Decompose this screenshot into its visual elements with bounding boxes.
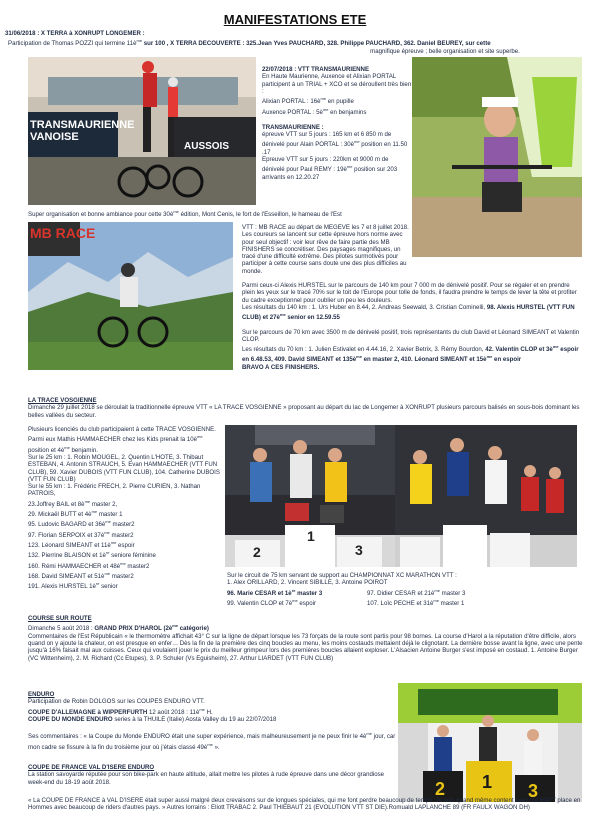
intro-line2b: sur 100 , X TERRA DECOUVERTE : 325.Jean Yves PAUCHARD, 328. Philippe PAUCHARD, 362. Daniel BEUREY, sur cette xyxy=(142,40,491,48)
intro-title: 31/06/2018 : X TERRA à XONRUPT LONGEMER : xyxy=(5,30,145,37)
sup: me xyxy=(552,344,559,350)
mb-race-p2: Parmi ceux-ci Alexis HURSTEL sur le parcours de 140 km pour 7 000 m de dénivelé positif. Pour se régaler et en prendre plein les yeux sur le tracé 70% sur le toit de l'Europe pour tolle de fonds, il faudra prendre le temps de lever la tête et profiter du cadre exceptionnel pour oublier un peu les douleurs. xyxy=(242,282,577,304)
list-item: 23.Joffrey BAIL et $8è^{me}$ master 2, xyxy=(28,498,118,508)
route-p1c: catégorie) xyxy=(178,625,209,633)
trace-left-column xyxy=(28,426,224,591)
intro-block xyxy=(5,30,585,55)
sup: me xyxy=(197,434,203,440)
sup: me xyxy=(199,706,205,712)
alixian-tail: en pupille xyxy=(326,98,354,106)
val-isere-p2: « La COUPE DE FRANCE à VAL D'ISERE était super aussi malgré deux crevaisons sur de longues spéciales, qui me font perdre beaucoup de temps. Je suis quand même content avec ma 69è xyxy=(28,797,551,805)
sup: re xyxy=(291,587,296,593)
list-item: 95. Ludovic BAGARD et $36è^{me}$ master2 xyxy=(28,519,135,529)
trace-p2: Plusieurs licenciés du club participaient à cette TRACE VOSGIENNE. xyxy=(28,426,216,433)
girl-rider-photo xyxy=(412,57,582,257)
sup: me xyxy=(433,597,439,603)
mb-race-p1: VTT : MB RACE au départ de MEGEVE les 7 et 8 juillet 2018. Les coureurs se lancent sur cette épreuve hors norme avec pour seul objectif : voir leur rêve de faire partie des MB FINISHERS se concrétiser. Des paysages magnifiques, un tracé d'une difficulté extrême. Des pilotes surmotivés pour participer à cette course sans doute une des plus difficiles au monde. xyxy=(242,224,409,275)
mb-race-p5a: Les résultats du 70 km : 1. Julien Estivalet en 4.44.16, 2. Xavier Betrix, 3. Rémy Bourdon, xyxy=(242,346,486,354)
mb-race-p5b: 42. Valentin CLOP et 3è xyxy=(485,346,553,354)
val-isere-p2-tail: place en Hommes avec beaucoup de riders d'autres pays. » Autres lorrains : Eliott TRABAC 2. Paul THIEBAUT 21 (EVOLUTION VTT ST DIE).Romuald LAPLANCHE 89 (FR FAULX WAGON DH) xyxy=(28,797,581,812)
mb-race-p4: Sur le parcours de 70 km avec 3500 m de dénivelé positif, trois représentants du club David et Léonard SIMEANT et Valentin CLOP. xyxy=(242,328,580,343)
trans-date-title: 22/07/2018 : VTT TRANSMAURIENNE xyxy=(262,66,370,73)
sup: me xyxy=(320,96,327,102)
auxence-result: Auxence PORTAL : 5è xyxy=(262,108,323,116)
mb-race-p5c: espoir en 6.48.53, 409. David SIMEANT et 135è xyxy=(242,346,579,364)
enduro-podium-number-2: 2 xyxy=(435,779,446,799)
photo1-logo-text: AUSSOIS xyxy=(184,141,230,152)
page-title: MANIFESTATIONS ETE xyxy=(223,12,367,27)
enduro-p4: Ses commentaires : « la Coupe du Monde ENDURO était une super expérience, mais malheureusement je ne peux finir le 4è xyxy=(28,733,367,741)
champ-2a: 96. Marie CESAR et 1è xyxy=(227,589,292,597)
super-org-tail: édition, Mont Cenis, le fort de l'Esseillon, le hameau de l'Est xyxy=(178,211,342,219)
sup: me xyxy=(346,164,353,170)
list-item: 168. David SIMEANT et $51è^{me}$ master2 xyxy=(28,571,134,581)
val-isere-p1: La station savoyarde réputée pour son bike-park en haute altitude, allait mettre les pilotes à rude épreuve dans une décor grandiose week-end du 18-19 août 2018. xyxy=(28,771,385,786)
enduro-p4-tail: jour, car mon cadre se fissure à la fin du troisième jour où j'étais classé 49è xyxy=(28,733,396,751)
trace-p3-tail: position et 4è xyxy=(28,446,65,454)
route-title: COURSE SUR ROUTE xyxy=(28,615,92,622)
enduro-podium-number-1: 1 xyxy=(482,772,493,792)
trace-intro xyxy=(28,397,584,419)
sup: me xyxy=(136,38,143,44)
mb-race-text-top xyxy=(242,224,412,275)
trans-title: TRANSMAURIENNE : xyxy=(262,123,324,131)
route-p2: Commentaires de l'Est Républicain « le thermomètre affichait 43° C sur la ligne de départ lorsque les 73 forçats de la route sont partis pour 98 bornes. La course d'Harol a la réputation d'être difficile, alors quand on y ajoute la chaleur, on est presque en enfer… Dès la fin de la première des cinq boucles au menu, les moins costauds mettaient déjà le clignotant. La dernière bosse avant la ligne, avec une pente jusqu'à 16% faisait mal aux cuisses. Ceux qui voulaient jouer le prix du meilleur grimpeur lors des premières boucles allaient exploser. L'Alsacien Antoine Burger s'est imposé en costaud. 1. Antoine Burger (VC Wittenheim), 2. M. Richard (Cc Etupes), 3. P. Schuler (Vs Eguisheim), 27. Arthur LIARDET (VTT FUN CLUB) xyxy=(28,632,583,662)
list-item: 160. Rémi HAMMAECHER et $48è^{me}$ master2 xyxy=(28,560,150,570)
enduro-p3b: series à la THUILE (Italie) Aosta Valley du 19 au 22/07/2018 xyxy=(112,715,277,723)
enduro-podium-number-3: 3 xyxy=(528,781,539,801)
mb-race-p3b: 98. Alexis HURSTEL (VTT FUN CLUB) et 27è xyxy=(242,303,575,322)
enduro-title: ENDURO xyxy=(28,691,55,698)
trans-tail: position en 11.50 .17 xyxy=(262,141,408,156)
intro-line2: Participation de Thomas POZZI qui termine 11è xyxy=(8,40,137,48)
list-item: 191. Alexis HURSTEL $1è^{re}$ senior xyxy=(28,581,118,591)
mb-race-logo: MB RACE xyxy=(30,225,96,241)
trace-p4: Sur le 25 km : 1. Robin MOUGEL, 2. Quentin L'HOTE, 3. Thibaut ESTEBAN, 4. Antonin STRAUCH, 5. Evan HAMMAECHER (VTT FUN CLUB), 59. Xavier DUBOIS (VTT FUN CLUB), 104. Catherine DUBOIS (VTT FUN CLUB) xyxy=(28,453,220,483)
mb-race-p5e: en espoir xyxy=(492,356,522,364)
paul-tail: position sur 203 arrivants en 12.20.27 xyxy=(262,166,398,181)
champ-3b-tail: master 1 xyxy=(438,599,465,607)
super-org-text: Super organisation et bonne ambiance pour cette 30è xyxy=(28,211,174,219)
champ-2b-tail: master 3 xyxy=(439,589,466,597)
enduro-p1: Participation de Robin DOLGOS sur les COUPES ENDURO VTT. xyxy=(28,698,205,706)
mb-race-p5f: BRAVO A CES FINISHERS. xyxy=(242,363,320,371)
champ-3a: 99. Valentin CLOP et 7è xyxy=(227,599,293,607)
champ-2b: 97. Didier CESAR et 21è xyxy=(367,589,435,597)
paul-result: Epreuve VTT sur 5 jours : 220km et 9000 m de dénivelé pour Paul REMY : 19è xyxy=(262,156,389,174)
enduro-p3a: COUPE DU MONDE ENDURO xyxy=(28,715,113,723)
podium-number-1: 1 xyxy=(307,528,315,544)
transmaurienne-text xyxy=(262,66,412,181)
podium-number-3: 3 xyxy=(355,542,363,558)
route-p1a: Dimanche 5 août 2018 : xyxy=(28,625,95,633)
route-p1b: GRAND PRIX D'HAROL (2è xyxy=(94,625,173,633)
champ-3b: 107. Loïc PECHE et 31è xyxy=(367,599,434,607)
sup: me xyxy=(322,106,329,112)
transmaurienne-kids-photo xyxy=(28,57,256,205)
trace-p1: Dimanche 29 juillet 2018 se déroulait la traditionnelle épreuve VTT « LA TRACE VOSGIENNE » proposant au départ du lac de Longemer à XONRUPT plusieurs parcours balisés en sous-bois dominant les belles vallées du secteur. xyxy=(28,404,580,419)
sup: me xyxy=(486,354,493,360)
list-item: 132. Pierrine BLAISON et $1è^{re}$ seniore féminine xyxy=(28,550,156,560)
list-item: 97. Florian SERPOIX et $37è^{me}$ master2 xyxy=(28,529,134,539)
trace-podium-photo-2 xyxy=(395,425,577,567)
sup: me xyxy=(64,444,70,450)
championnat-xc-text xyxy=(227,572,582,607)
super-organisation-line xyxy=(28,208,428,218)
mb-race-p5d: en master 2, 410. Léonard SIMEANT et 15è xyxy=(361,356,487,364)
sup: me xyxy=(550,795,556,800)
sup: me xyxy=(356,354,362,360)
trace-podium-photo-1 xyxy=(225,425,395,567)
enduro-p2c: H. xyxy=(204,708,213,716)
list-item: 29. Mickaël BUTT et $4è^{me}$ master 1 xyxy=(28,509,123,519)
sup: me xyxy=(172,623,179,629)
val-isere-title: COUPE DE FRANCE VAL D'ISERE ENDURO xyxy=(28,764,155,771)
val-isere-quote xyxy=(28,794,584,812)
val-isere-section xyxy=(28,764,396,786)
alixian-result: Alixian PORTAL : 16è xyxy=(262,98,321,106)
trace-p3-tail2: benjamin. xyxy=(69,446,98,454)
sup: me xyxy=(354,139,360,145)
sup: me xyxy=(366,731,372,737)
enduro-p2a: COUPE D'ALLEMAGNE à WIPPERFURTH xyxy=(28,708,148,716)
enduro-p2b: 12 août 2018 : 11è xyxy=(147,708,200,716)
sup: me xyxy=(279,312,286,318)
champ-intro: Sur le circuit de 75 km servant de support au CHAMPIONNAT XC MARATHON VTT : xyxy=(227,572,457,579)
champ-line1: 1. Alex ORILLARD, 2. Vincent SIBILLE, 3. Antoine POIROT xyxy=(227,579,388,587)
mb-race-p3a: Les résultats du 140 km : 1. Urs Huber en 8.44, 2. Andreas Seewald, 3. Cristian Cominelli, xyxy=(242,303,487,311)
auxence-tail: en benjamins xyxy=(328,108,367,116)
enduro-p4-tail2: ». xyxy=(212,743,220,751)
trace-p5: Sur le 55 km : 1. Frédéric FRECH, 2. Pierre CURIEN, 3. Nathan PATROIS, xyxy=(28,483,201,498)
sup: me xyxy=(173,209,179,214)
sup: me xyxy=(292,597,298,603)
mb-race-text xyxy=(242,282,582,371)
champ-2a-tail: master 3 xyxy=(295,589,323,597)
route-section xyxy=(28,615,584,662)
photo1-banner-text: TRANSMAURIENNE VANOISE xyxy=(30,119,135,143)
trans-body1: En Haute Maurienne, Auxence et Alixian PORTAL participent à un TRIAL + XCO et se déroulIent très bien : xyxy=(262,73,412,95)
trace-p3: Parmi eux Mathis HAMMAECHER chez les Kids prenait la 10è xyxy=(28,436,197,444)
intro-line3: magnifique épreuve ; belle organisation et site superbe. xyxy=(370,47,520,55)
trace-title: LA TRACE VOSGIENNE xyxy=(28,397,97,404)
podium-number-2: 2 xyxy=(253,544,261,560)
mb-race-photo xyxy=(28,222,233,370)
list-item: 123. Léonard SIMEANT et $11è^{me}$ espoir xyxy=(28,540,135,550)
enduro-section xyxy=(28,691,396,751)
trans-body: épreuve VTT sur 5 jours : 165 km et 6 850 m de dénivelé pour Alain PORTAL : 30è xyxy=(262,131,392,149)
enduro-podium-photo xyxy=(398,683,582,802)
trace-results-list xyxy=(28,498,224,591)
champ-3a-tail: espoir xyxy=(297,599,317,607)
mb-race-p3c: senior en 12.59.55 xyxy=(285,314,340,322)
sup: me xyxy=(434,587,440,593)
sup: me xyxy=(207,741,213,747)
